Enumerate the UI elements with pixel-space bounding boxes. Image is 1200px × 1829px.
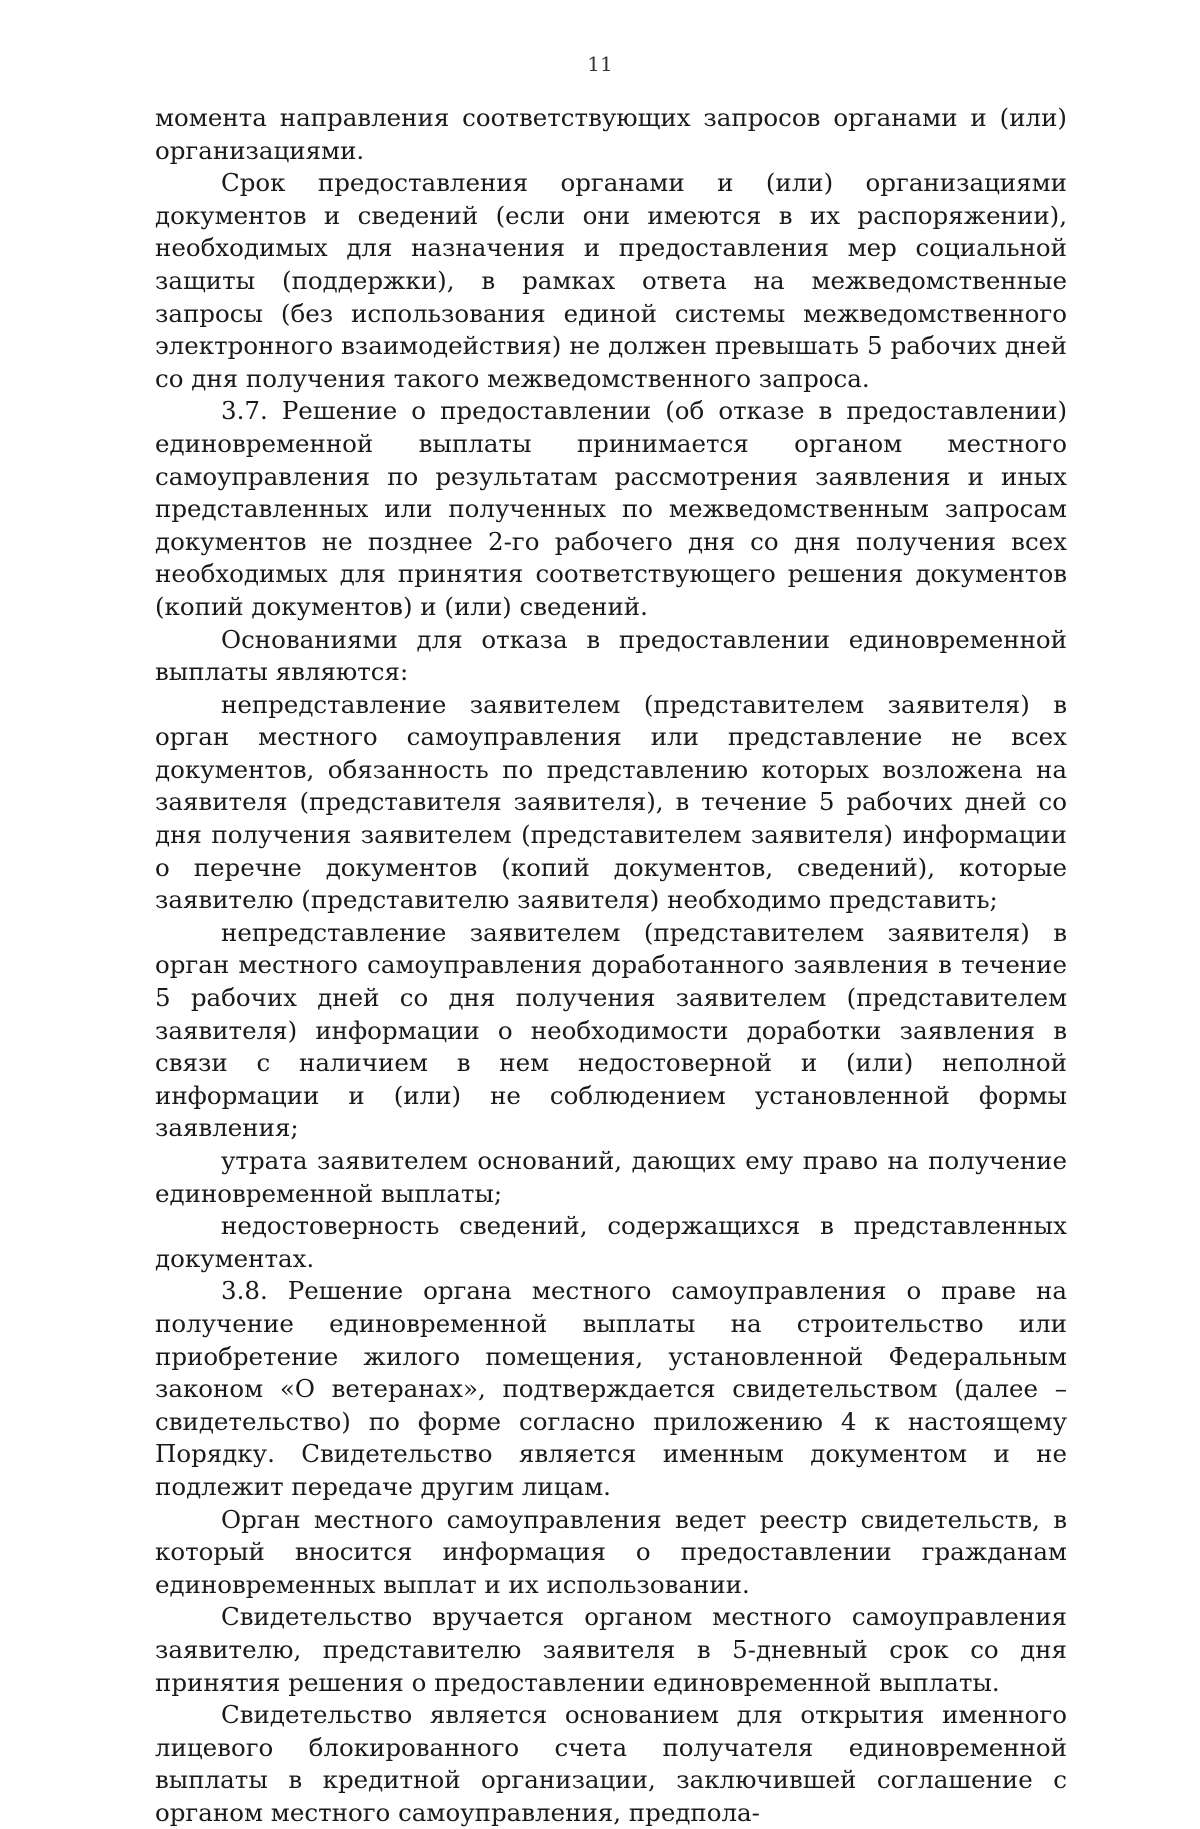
list-item: непредставление заявителем (представителем заявителя) в орган местного самоуправления или представление не всех документов, обязанность по представлению которых возложена на заявителя (представителя заявителя), в течение 5 рабочих дней со дня получения заявителем (представителем заявителя) информации о перечне документов (копий документов, сведений), которые заявителю (представителю заявителя) необходимо представить; bbox=[155, 689, 1067, 915]
paragraph: момента направления соответствующих запросов органами и (или) организациями. bbox=[155, 103, 1067, 165]
list-item: утрата заявителем оснований, дающих ему право на получение единовременной выплаты; bbox=[155, 1146, 1067, 1208]
page-number: 11 bbox=[587, 52, 613, 76]
document-body bbox=[155, 102, 1067, 1829]
paragraph: Основаниями для отказа в предоставлении единовременной выплаты являются: bbox=[155, 624, 1067, 687]
paragraph-section-3-8: 3.8. Решение органа местного самоуправления о праве на получение единовременной выплаты на строительство или приобретение жилого помещения, установленной Федеральным законом «О ветеранах», подтверждается свидетельством (далее – свидетельство) по форме согласно приложению 4 к настоящему Порядку. Свидетельство является именным документом и не подлежит передаче другим лицам. bbox=[155, 1276, 1067, 1501]
paragraph: Орган местного самоуправления ведет реестр свидетельств, в который вносится информация о предоставлении гражданам единовременных выплат и их использовании. bbox=[155, 1504, 1067, 1599]
list-item: недостоверность сведений, содержащихся в представленных документах. bbox=[155, 1211, 1067, 1273]
paragraph-section-3-7: 3.7. Решение о предоставлении (об отказе в предоставлении) единовременной выплаты принимается органом местного самоуправления по результатам рассмотрения заявления и иных представленных или полученных по межведомственным запросам документов не позднее 2-го рабочего дня со дня получения всех необходимых для принятия соответствующего решения документов (копий документов) и (или) сведений. bbox=[155, 396, 1067, 621]
paragraph: Свидетельство вручается органом местного самоуправления заявителю, представителю заявителя в 5-дневный срок со дня принятия решения о предоставлении единовременной выплаты. bbox=[155, 1602, 1067, 1697]
paragraph: Свидетельство является основанием для открытия именного лицевого блокированного счета получателя единовременной выплаты в кредитной организации, заключившей соглашение с органом местного самоуправления, предпола- bbox=[155, 1700, 1067, 1827]
paragraph: Срок предоставления органами и (или) организациями документов и сведений (если они имеются в их распоряжении), необходимых для назначения и предоставления мер социальной защиты (поддержки), в рамках ответа на межведомственные запросы (без использования единой системы межведомственного электронного взаимодействия) не должен превышать 5 рабочих дней со дня получения такого межведомственного запроса. bbox=[155, 168, 1067, 393]
list-item: непредставление заявителем (представителем заявителя) в орган местного самоуправления доработанного заявления в течение 5 рабочих дней со дня получения заявителем (представителем заявителя) информации о необходимости доработки заявления в связи с наличием в нем недостоверной и (или) неполной информации и (или) не соблюдением установленной формы заявления; bbox=[155, 917, 1067, 1143]
